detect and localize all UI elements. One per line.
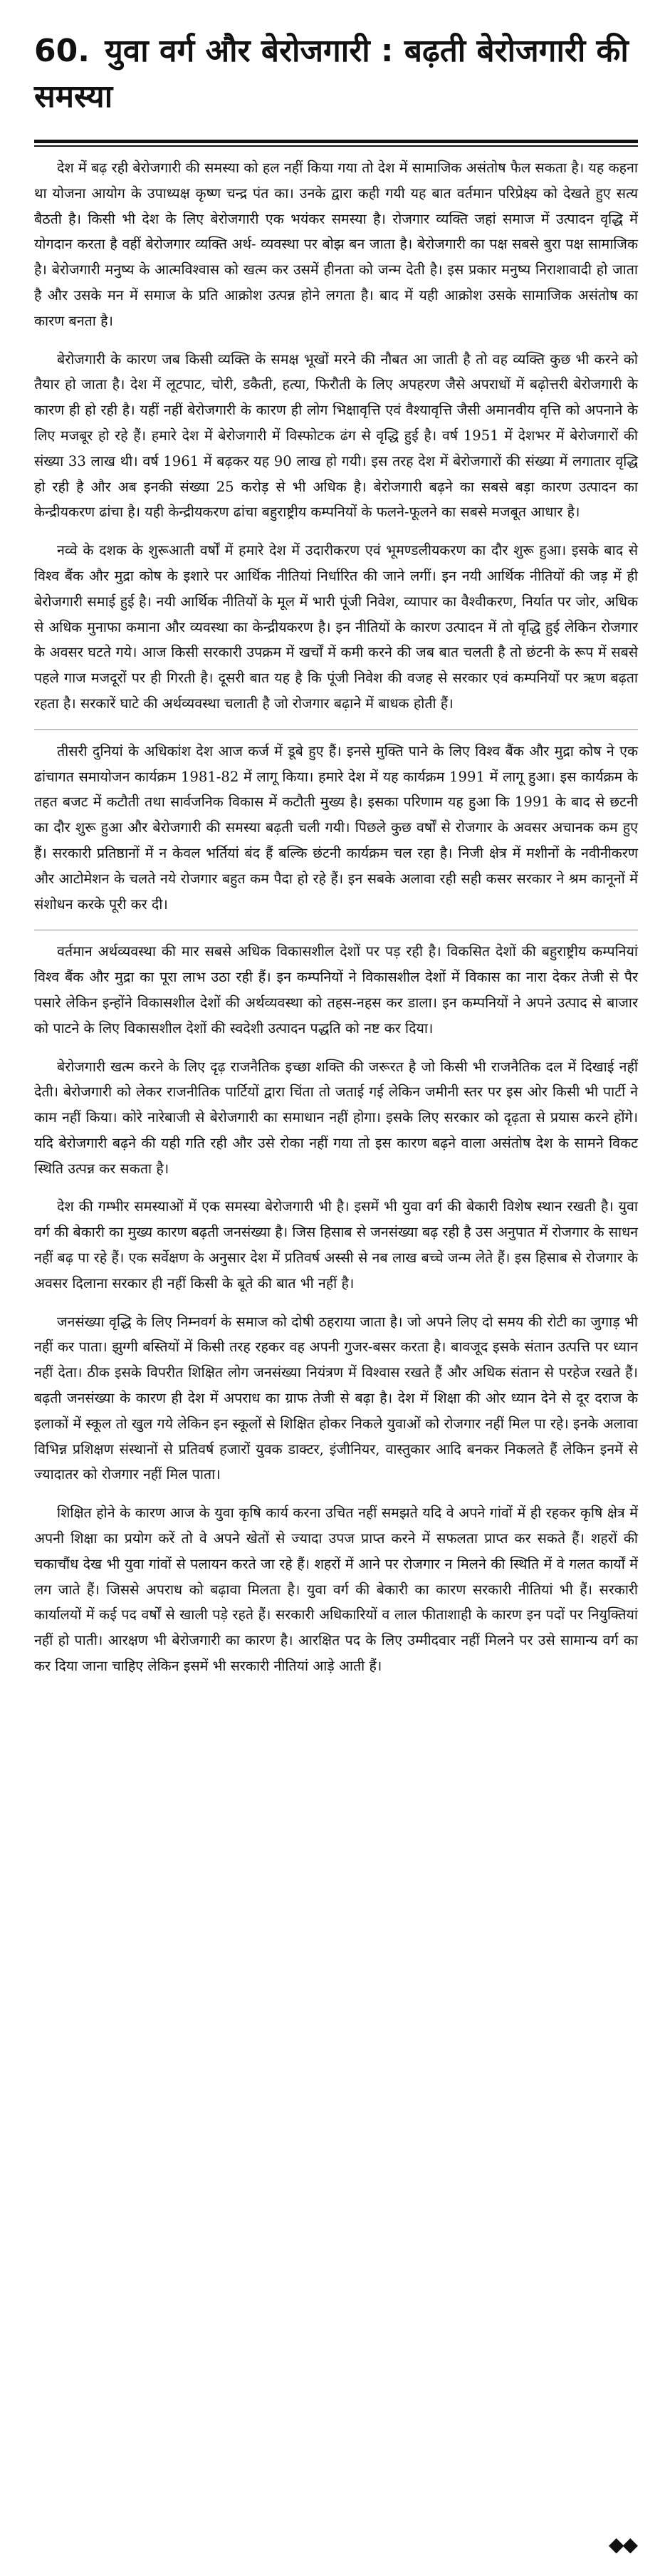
essay-title xyxy=(34,28,632,120)
paragraph-1: देश में बढ़ रही बेरोजगारी की समस्या को हल नहीं किया गया तो देश में सामाजिक असंतोष फैल सकता है। यह कहना था योजना आयोग के उपाध्यक्ष कृष्ण चन्द्र पंत का। उनके द्वारा कही गयी यह बात वर्तमान परिप्रेक्ष्य को देखते हुए सत्य बैठती है। किसी भी देश के लिए बेरोजगारी एक भयंकर समस्या है। रोजगार व्यक्ति जहां समाज में उत्पादन वृद्धि में योगदान करता है वहीं बेरोजगार व्यक्ति अर्थ- व्यवस्था पर बोझ बन जाता है। बेरोजगारी का पक्ष सबसे बुरा पक्ष सामाजिक है। बेरोजगारी मनुष्य के आत्मविश्वास को खत्म कर उसमें हीनता को जन्म देती है। इस प्रकार मनुष्य निराशावादी हो जाता है और उसके मन में समाज के प्रति आक्रोश उत्पन्न होने लगता है। बाद में यही आक्रोश उसके सामाजिक असंतोष का कारण बनता है। xyxy=(34,160,638,329)
essay-title-text: युवा वर्ग और बेरोजगारी : बढ़ती बेरोजगारी की समस्या xyxy=(34,33,629,115)
paragraph-4: तीसरी दुनियां के अधिकांश देश आज कर्ज में डूबे हुए हैं। इनसे मुक्ति पाने के लिए विश्व बैंक और मुद्रा कोष ने एक ढांचागत समायोजन कार्यक्रम 1981-82 में लागू किया। हमारे देश में यह कार्यक्रम 1991 में लागू हुआ। इस कार्यक्रम के तहत बजट में कटौती तथा सार्वजनिक विकास में कटौती मुख्य है। इसका परिणाम यह हुआ कि 1991 के बाद से छटनी का दौर शुरू हुआ और बेरोजगारी की समस्या बढ़ती चली गयी। पिछले कुछ वर्षों से रोजगार के अवसर अचानक कम हुए हैं। सरकारी प्रतिष्ठानों में न केवल भर्तियां बंद हैं बल्कि छंटनी कार्यक्रम चल रहा है। निजी क्षेत्र में मशीनों के नवीनीकरण और आटोमेशन के चलते नये रोजगार बहुत कम पैदा हो रहे हैं। इन सबके अलावा रही सही कसर सरकार ने श्रम कानूनों में संशोधन करके पूरी कर दी। xyxy=(34,729,638,918)
paragraph-9: शिक्षित होने के कारण आज के युवा कृषि कार्य करना उचित नहीं समझते यदि वे अपने गांवों में ही रहकर कृषि क्षेत्र में अपनी शिक्षा का प्रयोग करें तो वे अपने खेतों से ज्यादा उपज प्राप्त करने में सफलता प्राप्त कर सकते हैं। शहरों की चकाचौंध देख भी युवा गांवों से पलायन करते जा रहे हैं। शहरों में आने पर रोजगार न मिलने की स्थिति में वे गलत कार्यों में लग जाते हैं। जिससे अपराध को बढ़ावा मिलता है। युवा वर्ग की बेकारी का कारण सरकारी नीतियां भी हैं। सरकारी कार्यालयों में कई पद वर्षों से खाली पड़े रहते हैं। सरकारी अधिकारियों व लाल फीताशाही के कारण इन पदों पर नियुक्तियां नहीं हो पाती। आरक्षण भी बेरोजगारी का कारण है। आरक्षित पद के लिए उम्मीदवार नहीं मिलने पर उसे सामान्य वर्ग का कर दिया जाना चाहिए लेकिन इसमें भी सरकारी नीतियां आड़े आती हैं। xyxy=(34,1505,638,1675)
title-divider xyxy=(34,140,638,147)
essay-body xyxy=(34,155,638,1692)
essay-number: 60. xyxy=(34,33,90,69)
paragraph-3: नव्वे के दशक के शुरूआती वर्षों में हमारे देश में उदारीकरण एवं भूमण्डलीयकरण का दौर शुरू हुआ। इसके बाद से विश्व बैंक और मुद्रा कोष के इशारे पर आर्थिक नीतियां निर्धारित की जाने लगीं। इन नयी आर्थिक नीतियों की जड़ में ही बेरोजगारी समाई हुई है। नयी आर्थिक नीतियों के मूल में भारी पूंजी निवेश, व्यापार का वैश्वीकरण, निर्यात पर जोर, अधिक से अधिक मुनाफा कमाना और व्यवस्था का केन्द्रीयकरण है। इन नीतियों के कारण उत्पादन में तो वृद्धि हुई लेकिन रोजगार के अवसर घटते गये। आज किसी सरकारी उपक्रम में खर्चों में कमी करने की जब बात चलती है तो छंटनी के रूप में सबसे पहले गाज मजदूरों पर ही गिरती है। दूसरी बात यह है कि पूंजी निवेश की वजह से सरकार एवं कम्पनियों पर ऋण बढ़ता रहता है। सरकारें घाटे की अर्थव्यवस्था चलाती है जो रोजगार बढ़ाने में बाधक होती हैं। xyxy=(34,542,638,712)
end-ornament-icon: ◆◆ xyxy=(608,2533,637,2556)
paragraph-5: वर्तमान अर्थव्यवस्था की मार सबसे अधिक विकासशील देशों पर पड़ रही है। विकसित देशों की बहुराष्ट्रीय कम्पनियां विश्व बैंक और मुद्रा का पूरा लाभ उठा रही हैं। इन कम्पनियों ने विकासशील देशों में विकास का नारा देकर तेजी से पैर पसारे लेकिन इन्होंने विकासशील देशों की अर्थव्यवस्था को तहस-नहस कर डाला। इन कम्पनियों ने अपने उत्पाद से बाजार को पाटने के लिए विकासशील देशों की स्वदेशी उत्पादन पद्धति को नष्ट कर दिया। xyxy=(34,930,638,1041)
paragraph-8: जनसंख्या वृद्धि के लिए निम्नवर्ग के समाज को दोषी ठहराया जाता है। जो अपने लिए दो समय की रोटी का जुगाड़ भी नहीं कर पाता। झुग्गी बस्तियों में किसी तरह रहकर वह अपनी गुजर-बसर करता है। बावजूद इसके संतान उत्पत्ति पर ध्यान नहीं देता। ठीक इसके विपरीत शिक्षित लोग जनसंख्या नियंत्रण में विश्वास रखते हैं और अधिक संतान से परहेज रखते हैं। बढ़ती जनसंख्या के कारण ही देश में अपराध का ग्राफ तेजी से बढ़ा है। देश में शिक्षा की ओर ध्यान देने से दूर दराज के इलाकों में स्कूल तो खुल गये लेकिन इन स्कूलों से शिक्षित होकर निकले युवाओं को रोजगार नहीं मिल पा रहे। इनके अलावा विभिन्न प्रशिक्षण संस्थानों से प्रतिवर्ष हजारों युवक डाक्टर, इंजीनियर, वास्तुकार आदि बनकर निकलते हैं लेकिन इनमें से ज्यादातर को रोजगार नहीं मिल पाता। xyxy=(34,1313,638,1483)
paragraph-7: देश की गम्भीर समस्याओं में एक समस्या बेरोजगारी भी है। इसमें भी युवा वर्ग की बेकारी विशेष स्थान रखती है। युवा वर्ग की बेकारी का मुख्य कारण बढ़ती जनसंख्या है। जिस हिसाब से जनसंख्या बढ़ रही है उस अनुपात में रोजगार के साधन नहीं बढ़ पा रहे हैं। एक सर्वेक्षण के अनुसार देश में प्रतिवर्ष अस्सी से नब लाख बच्चे जन्म लेते हैं। इस हिसाब से रोजगार के अवसर दिलाना सरकार ही नहीं किसी के बूते की बात भी नहीं है। xyxy=(34,1198,638,1292)
title-divider-thin xyxy=(34,145,638,147)
paragraph-2: बेरोजगारी के कारण जब किसी व्यक्ति के समक्ष भूखों मरने की नौबत आ जाती है तो वह व्यक्ति कुछ भी करने को तैयार हो जाता है। देश में लूटपाट, चोरी, डकैती, हत्या, फिरौती के लिए अपहरण जैसे अपराधों में बढ़ोत्तरी बेरोजगारी के कारण ही हो रही है। यहीं नहीं बेरोजगारी के कारण ही लोग भिक्षावृत्ति एवं वैश्यावृत्ति जैसी अमानवीय वृत्ति को अपनाने के लिए मजबूर हो रहे हैं। हमारे देश में बेरोजगारी में विस्फोटक ढंग से वृद्धि हुई है। वर्ष 1951 में देशभर में बेरोजगारों की संख्या 33 लाख थी। वर्ष 1961 में बढ़कर यह 90 लाख हो गयी। इस तरह देश में बेरोजगारों की संख्या में लगातार वृद्धि हो रही है और अब इनकी संख्या 25 करोड़ से भी अधिक है। बेरोजगारी बढ़ने का सबसे बड़ा कारण उत्पादन का केन्द्रीयकरण ढांचा है। यही केन्द्रीयकरण ढांचा बहुराष्ट्रीय कम्पनियों के फलने-फूलने का सबसे मजबूत आधार है। xyxy=(34,350,638,521)
paragraph-6: बेरोजगारी खत्म करने के लिए दृढ़ राजनैतिक इच्छा शक्ति की जरूरत है जो किसी भी राजनैतिक दल में दिखाई नहीं देती। बेरोजगारी को लेकर राजनीतिक पार्टियों द्वारा चिंता तो जताई गई लेकिन जमीनी स्तर पर इस ओर किसी भी पार्टी ने काम नहीं किया। कोरे नारेबाजी से बेरोजगारी का समाधान नहीं होगा। इसके लिए सरकार को दृढ़ता से प्रयास करने होंगे। यदि बेरोजगारी बढ़ने की यही गति रही और उसे रोका नहीं गया तो इस कारण बढ़ने वाला असंतोष देश के सामने विकट स्थिति उत्पन्न कर सकता है। xyxy=(34,1058,638,1177)
title-divider-thick xyxy=(34,140,638,143)
